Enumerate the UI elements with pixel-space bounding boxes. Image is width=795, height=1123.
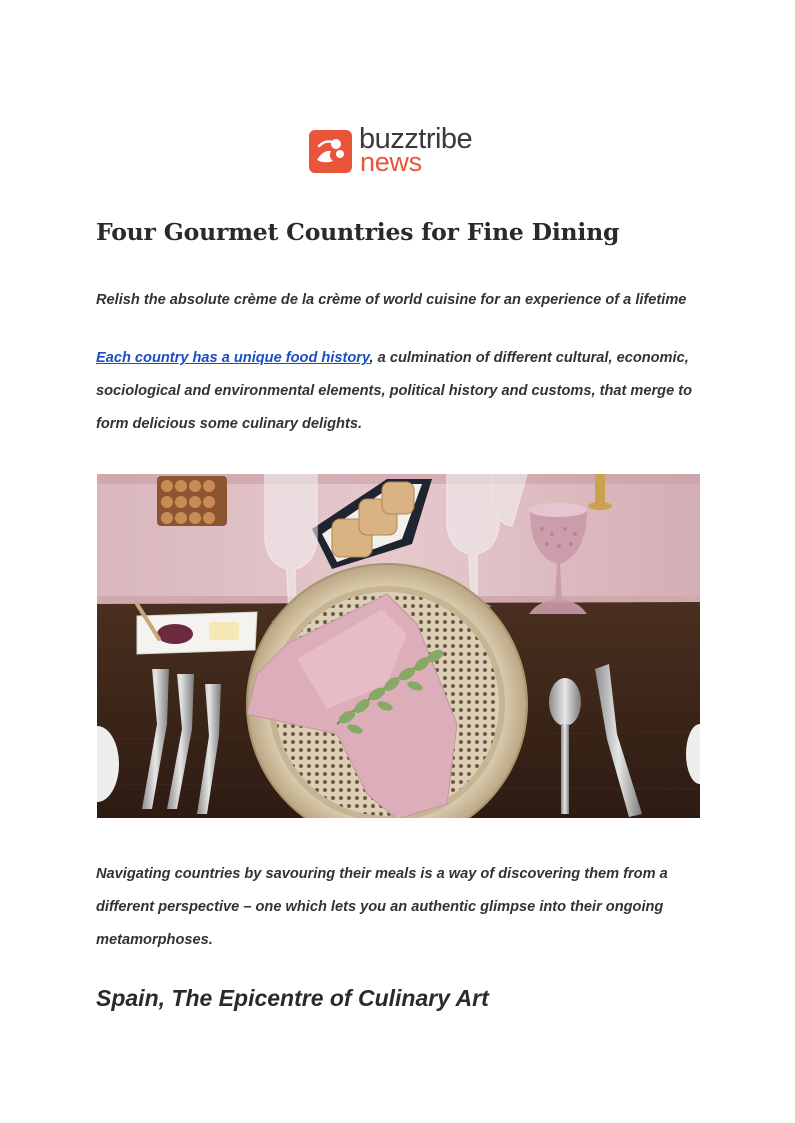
article-subtitle: Relish the absolute crème de la crème of world cuisine for an experience of a lifetime (96, 292, 687, 308)
navigating-paragraph: Navigating countries by savouring their meals is a way of discovering them from a different perspective – one which lets you an authentic glimpse into their ongoing metamorphoses. (96, 866, 668, 948)
buzztribe-logo (309, 123, 489, 177)
section-heading-spain: Spain, The Epicentre of Culinary Art (96, 985, 489, 1011)
logo-mark-icon (309, 130, 352, 173)
intro-paragraph-text: , a culmination of different cultural, economic, sociological and environmental elements, political history and customs, that merge to form delicious some culinary delights. (96, 350, 693, 432)
logo-word-buzztribe: buzztribe (359, 123, 473, 155)
intro-paragraph (96, 342, 706, 441)
table-setting-photo (97, 474, 700, 818)
food-history-link[interactable]: Each country has a unique food history (96, 350, 370, 366)
logo-word-news: news (360, 147, 422, 177)
article-title: Four Gourmet Countries for Fine Dining (96, 218, 620, 246)
